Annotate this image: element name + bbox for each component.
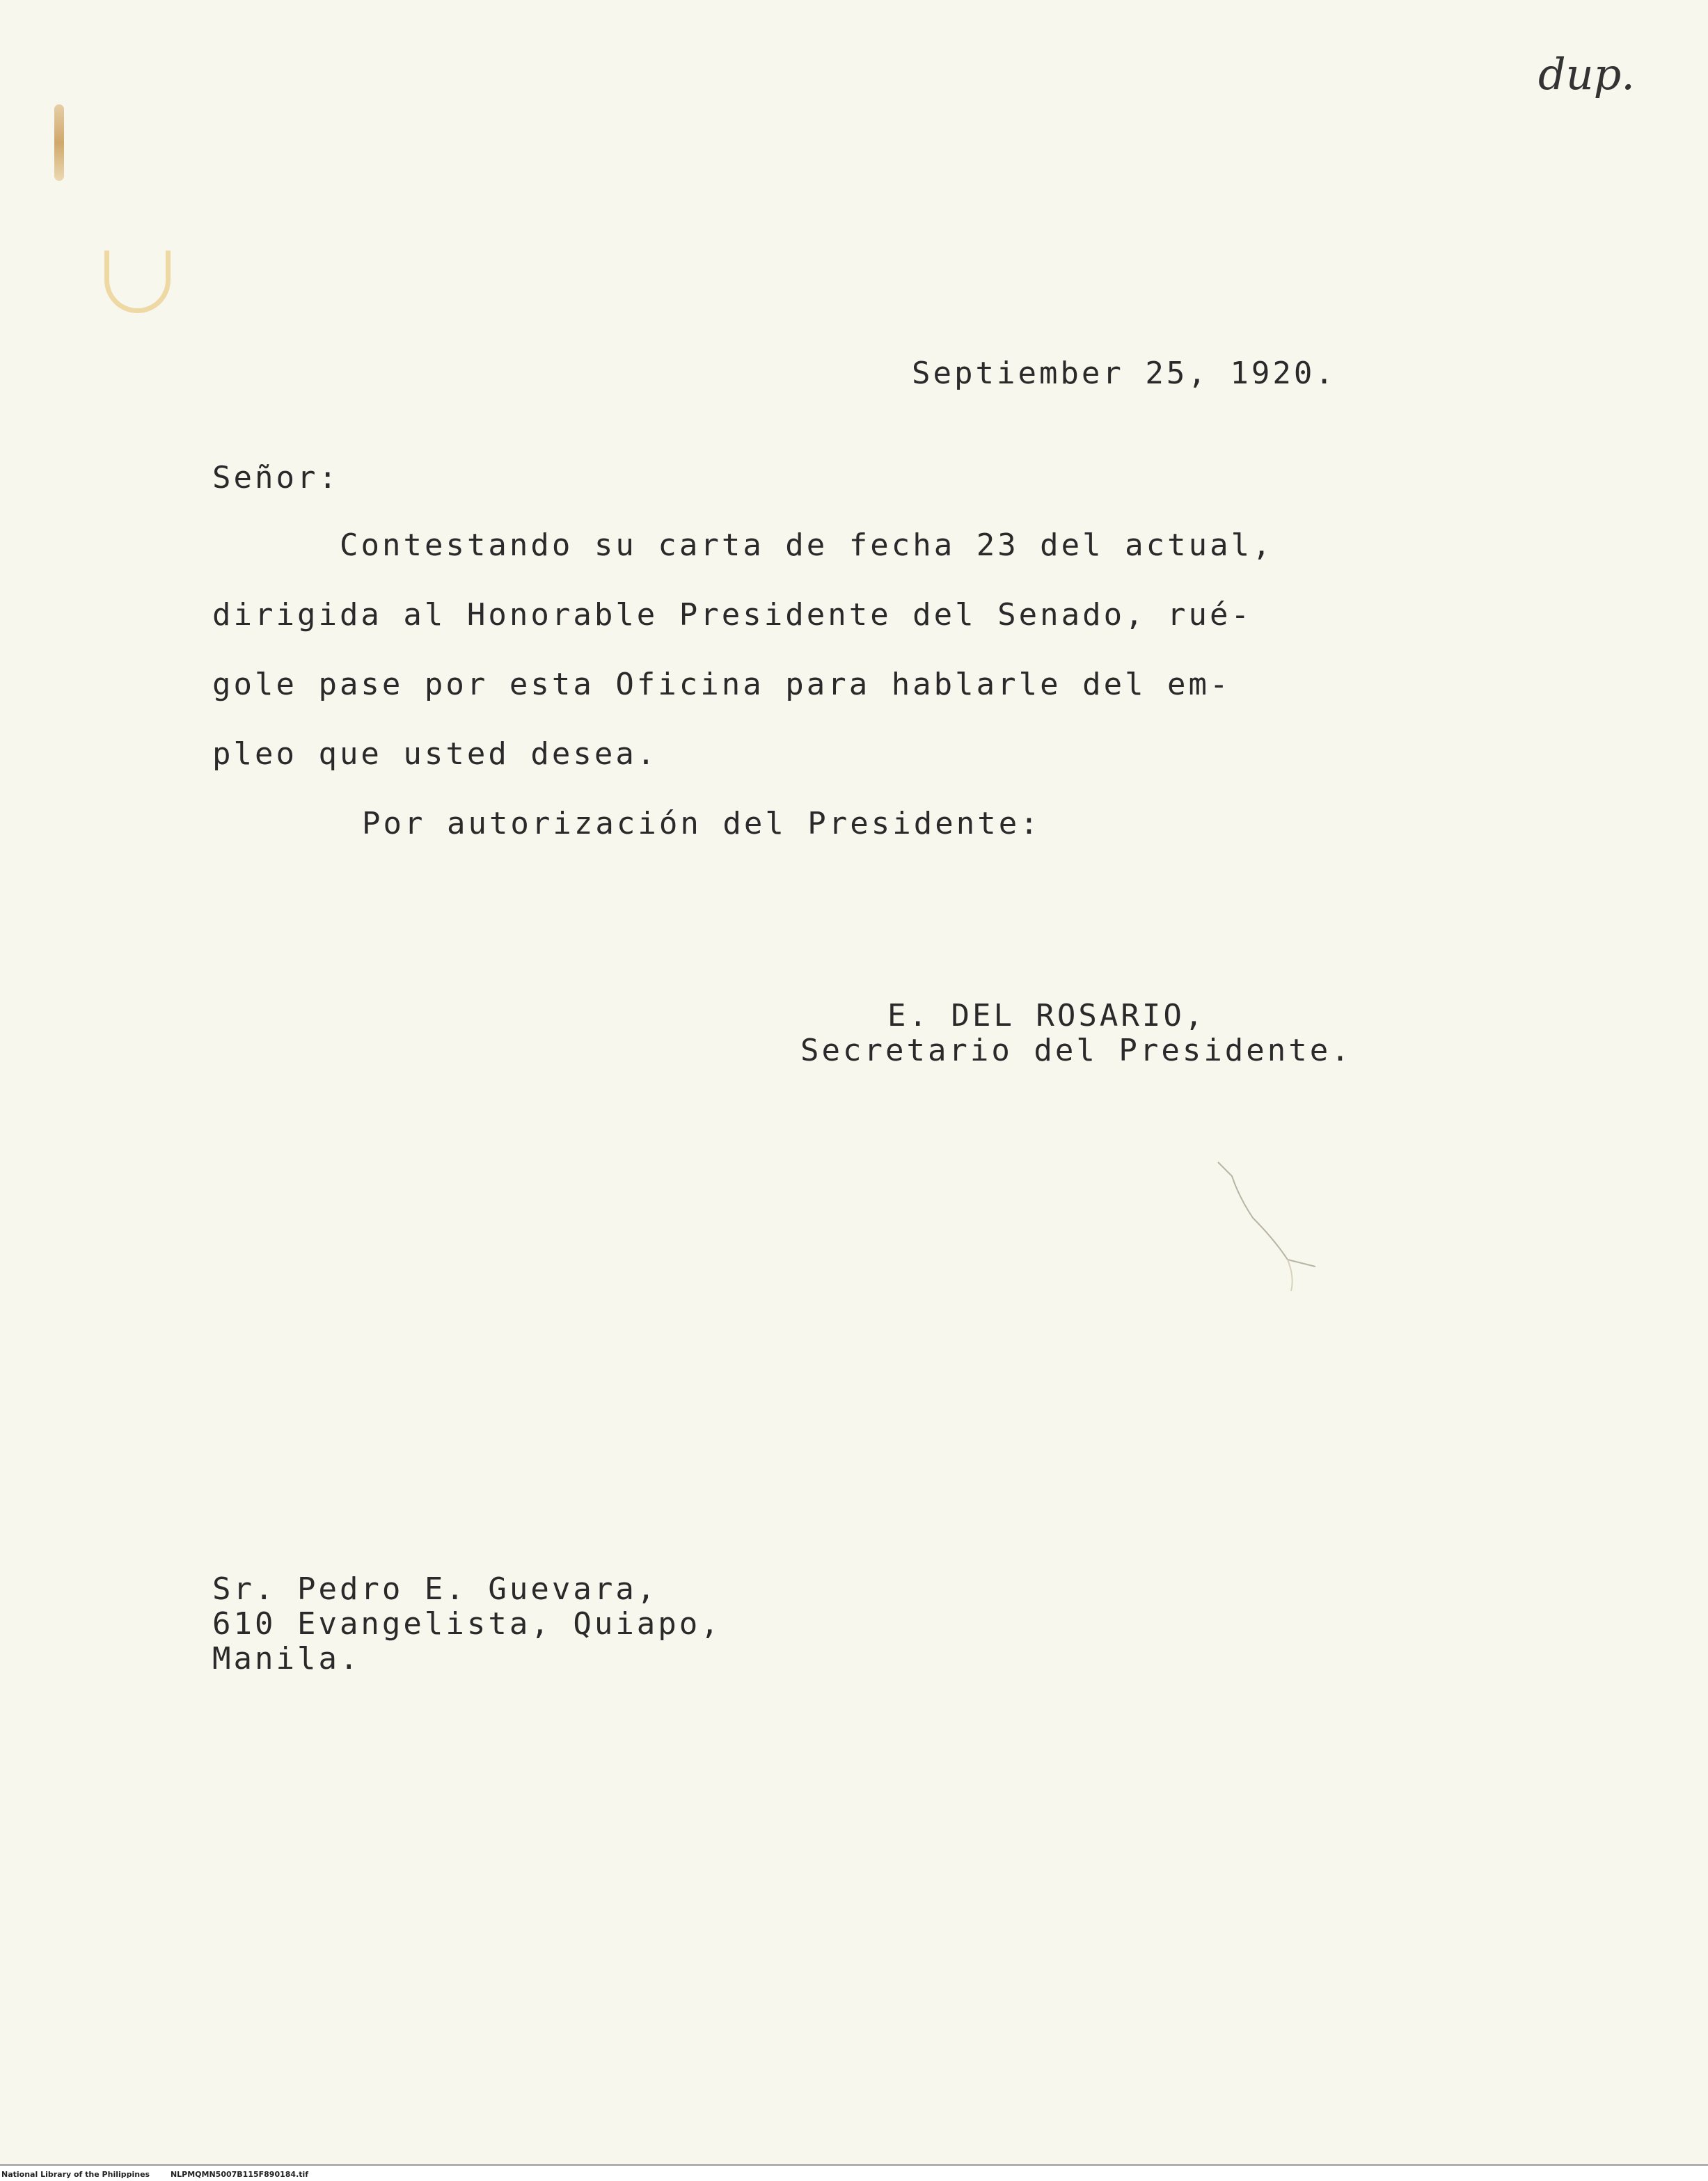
footer-library: National Library of the Philippines [1, 2170, 150, 2179]
recipient-line: 610 Evangelista, Quiapo, [212, 1606, 722, 1642]
recipient-line: Manila. [212, 1641, 361, 1676]
salutation: Señor: [212, 460, 340, 495]
footer-file-id: NLPMQMN5007B115F890184.tif [170, 2170, 309, 2179]
recipient-line: Sr. Pedro E. Guevara, [212, 1571, 658, 1607]
body-line: gole pase por esta Oficina para hablarle del em- [212, 667, 1231, 702]
closing-line: Por autorización del Presidente: [362, 806, 1041, 841]
body-line: pleo que usted desea. [212, 736, 658, 772]
body-line: dirigida al Honorable Presidente del Senado, rué- [212, 597, 1253, 633]
paper-stain [104, 251, 171, 313]
signature-name: E. DEL ROSARIO, [887, 998, 1206, 1033]
paper-crease [1211, 1155, 1322, 1294]
letter-date: Septiember 25, 1920. [912, 356, 1336, 391]
scan-footer-text [1, 2170, 326, 2179]
handwritten-annotation: dup. [1538, 49, 1636, 100]
ink-stain [54, 104, 64, 181]
body-line: Contestando su carta de fecha 23 del actual, [340, 528, 1274, 563]
signature-title: Secretario del Presidente. [800, 1033, 1352, 1068]
